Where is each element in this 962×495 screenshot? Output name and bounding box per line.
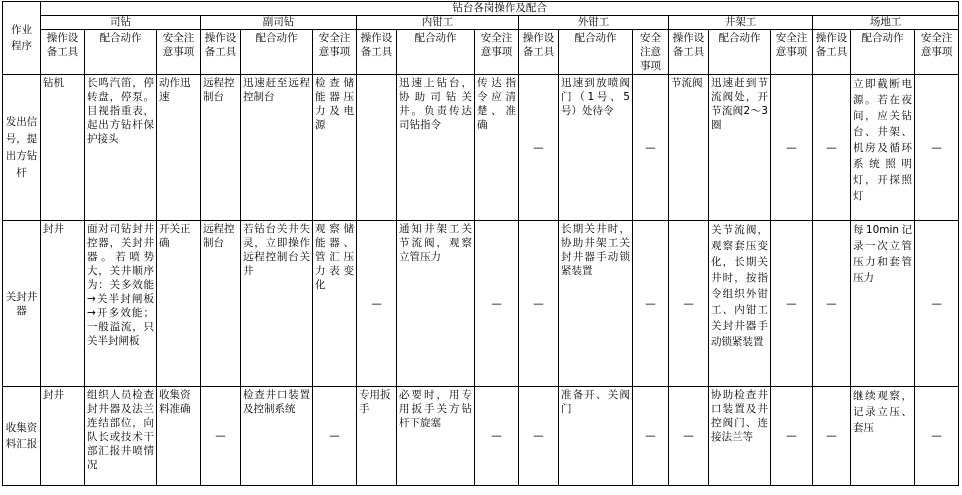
subheader-safety: 安全注意事项 [313, 30, 357, 75]
table-cell: 迅速赶至远程控制台 [241, 75, 313, 221]
table-cell: — [771, 75, 813, 221]
table-cell: — [771, 221, 813, 387]
table-cell: 继续观察，记录立压、套压 [851, 387, 915, 486]
row-program-label: 收集资料汇报 [3, 387, 41, 486]
subheader-tool: 操作设备工具 [669, 30, 709, 75]
table-cell: — [915, 221, 959, 387]
table-cell: — [475, 221, 519, 387]
table-cell: — [519, 387, 559, 486]
group-header-inner-tong: 内钳工 [357, 16, 519, 30]
table-cell: 长期关井时，协助井架工关封井器手动锁紧装置 [559, 221, 633, 387]
table-cell: — [519, 221, 559, 387]
table-cell: — [813, 75, 851, 221]
table-cell: 面对司钻封井控器，关封井器。若喷势大，关井顺序为：关多效能→关半封闸板→开多效能；一般溢流，只关半封闸板 [85, 221, 157, 387]
subheader-coop: 配合动作 [397, 30, 475, 75]
table-cell: 动作迅速 [157, 75, 201, 221]
table-cell: — [813, 221, 851, 387]
table-cell: 观察储能器、管汇压力表变化 [313, 221, 357, 387]
subheader-tool: 操作设备工具 [813, 30, 851, 75]
table-row [3, 221, 959, 387]
table-cell: 准备开、关阀门 [559, 387, 633, 486]
table-cell: — [475, 387, 519, 486]
table-cell: 专用扳手 [357, 387, 397, 486]
subheader-tool: 操作设备工具 [519, 30, 559, 75]
subheader-safety: 安全注意事项 [633, 30, 669, 75]
table-cell: 钻机 [41, 75, 85, 221]
table-cell: — [201, 387, 241, 486]
table-cell: — [633, 221, 669, 387]
subheader-safety: 安全注意事项 [475, 30, 519, 75]
table-cell: 组织人员检查封井器及法兰连结部位，向队长或技术干部汇报井喷情况 [85, 387, 157, 486]
subheader-coop: 配合动作 [85, 30, 157, 75]
table-cell: 检查储能器压力及电源 [313, 75, 357, 221]
col-header-program: 作业程序 [3, 2, 41, 75]
table-cell: 封井 [41, 221, 85, 387]
table-cell [357, 75, 397, 221]
table-cell: 迅速上钻台，协助司钻关井。负责传达司钻指令 [397, 75, 475, 221]
table-cell: — [771, 387, 813, 486]
table-cell: — [669, 221, 709, 387]
table-cell: 长鸣汽笛，停转盘，停泵。目视指重表，起出方钻杆保护接头 [85, 75, 157, 221]
subheader-safety: 安全注意事项 [915, 30, 959, 75]
subheader-tool: 操作设备工具 [41, 30, 85, 75]
table-cell: 立即截断电源。若在夜间，应关钻台、井架、机房及循环系统照明灯，开探照灯 [851, 75, 915, 221]
table-cell: 迅速赶到节流阀处，开节流阀2～3圈 [709, 75, 771, 221]
table-title: 钻台各岗操作及配合 [41, 2, 959, 16]
group-header-derrickman: 井架工 [669, 16, 813, 30]
table-cell: — [669, 387, 709, 486]
table-cell: 关节流阀，观察套压变化，长期关井时，按指令组织外钳工、内钳工关封井器手动锁紧装置 [709, 221, 771, 387]
table-row [3, 387, 959, 486]
table-cell: — [915, 75, 959, 221]
table-cell: — [357, 221, 397, 387]
table-cell: 每10min记录一次立管压力和套管压力 [851, 221, 915, 387]
group-header-driller: 司钻 [41, 16, 201, 30]
table-cell: — [633, 387, 669, 486]
subheader-tool: 操作设备工具 [201, 30, 241, 75]
row-program-label: 发出信号，提出方钻杆 [3, 75, 41, 221]
drilling-operations-table [2, 1, 959, 486]
table-cell: 收集资料准确 [157, 387, 201, 486]
table-cell: 传达指令应清楚、准确 [475, 75, 519, 221]
table-cell: — [313, 387, 357, 486]
table-cell: 迅速到放喷阀门（1号、5号）处待令 [559, 75, 633, 221]
table-cell: 节流阀 [669, 75, 709, 221]
group-header-outer-tong: 外钳工 [519, 16, 669, 30]
subheader-tool: 操作设备工具 [357, 30, 397, 75]
table-cell: — [813, 387, 851, 486]
table-cell: 若钻台关井失灵，立即操作远程控制台关井 [241, 221, 313, 387]
subheader-safety: 安全注意事项 [771, 30, 813, 75]
table-cell: — [915, 387, 959, 486]
table-cell: 远程控制台 [201, 221, 241, 387]
group-header-floorman: 场地工 [813, 16, 959, 30]
group-header-assistant-driller: 副司钻 [201, 16, 357, 30]
table-cell: — [633, 75, 669, 221]
table-cell: 通知井架工关节流阀，观察立管压力 [397, 221, 475, 387]
subheader-coop: 配合动作 [241, 30, 313, 75]
subheader-safety: 安全注意事项 [157, 30, 201, 75]
table-cell: — [519, 75, 559, 221]
table-cell: 检查井口装置及控制系统 [241, 387, 313, 486]
table-cell: 远程控制台 [201, 75, 241, 221]
subheader-coop: 配合动作 [559, 30, 633, 75]
table-cell: 开关正确 [157, 221, 201, 387]
table-row [3, 75, 959, 221]
row-program-label: 关封井器 [3, 221, 41, 387]
subheader-coop: 配合动作 [709, 30, 771, 75]
subheader-coop: 配合动作 [851, 30, 915, 75]
table-cell: 协助检查井口装置及井控阀门、连接法兰等 [709, 387, 771, 486]
table-cell: 必要时，用专用扳手关方钻杆下旋塞 [397, 387, 475, 486]
table-cell: 封井 [41, 387, 85, 486]
